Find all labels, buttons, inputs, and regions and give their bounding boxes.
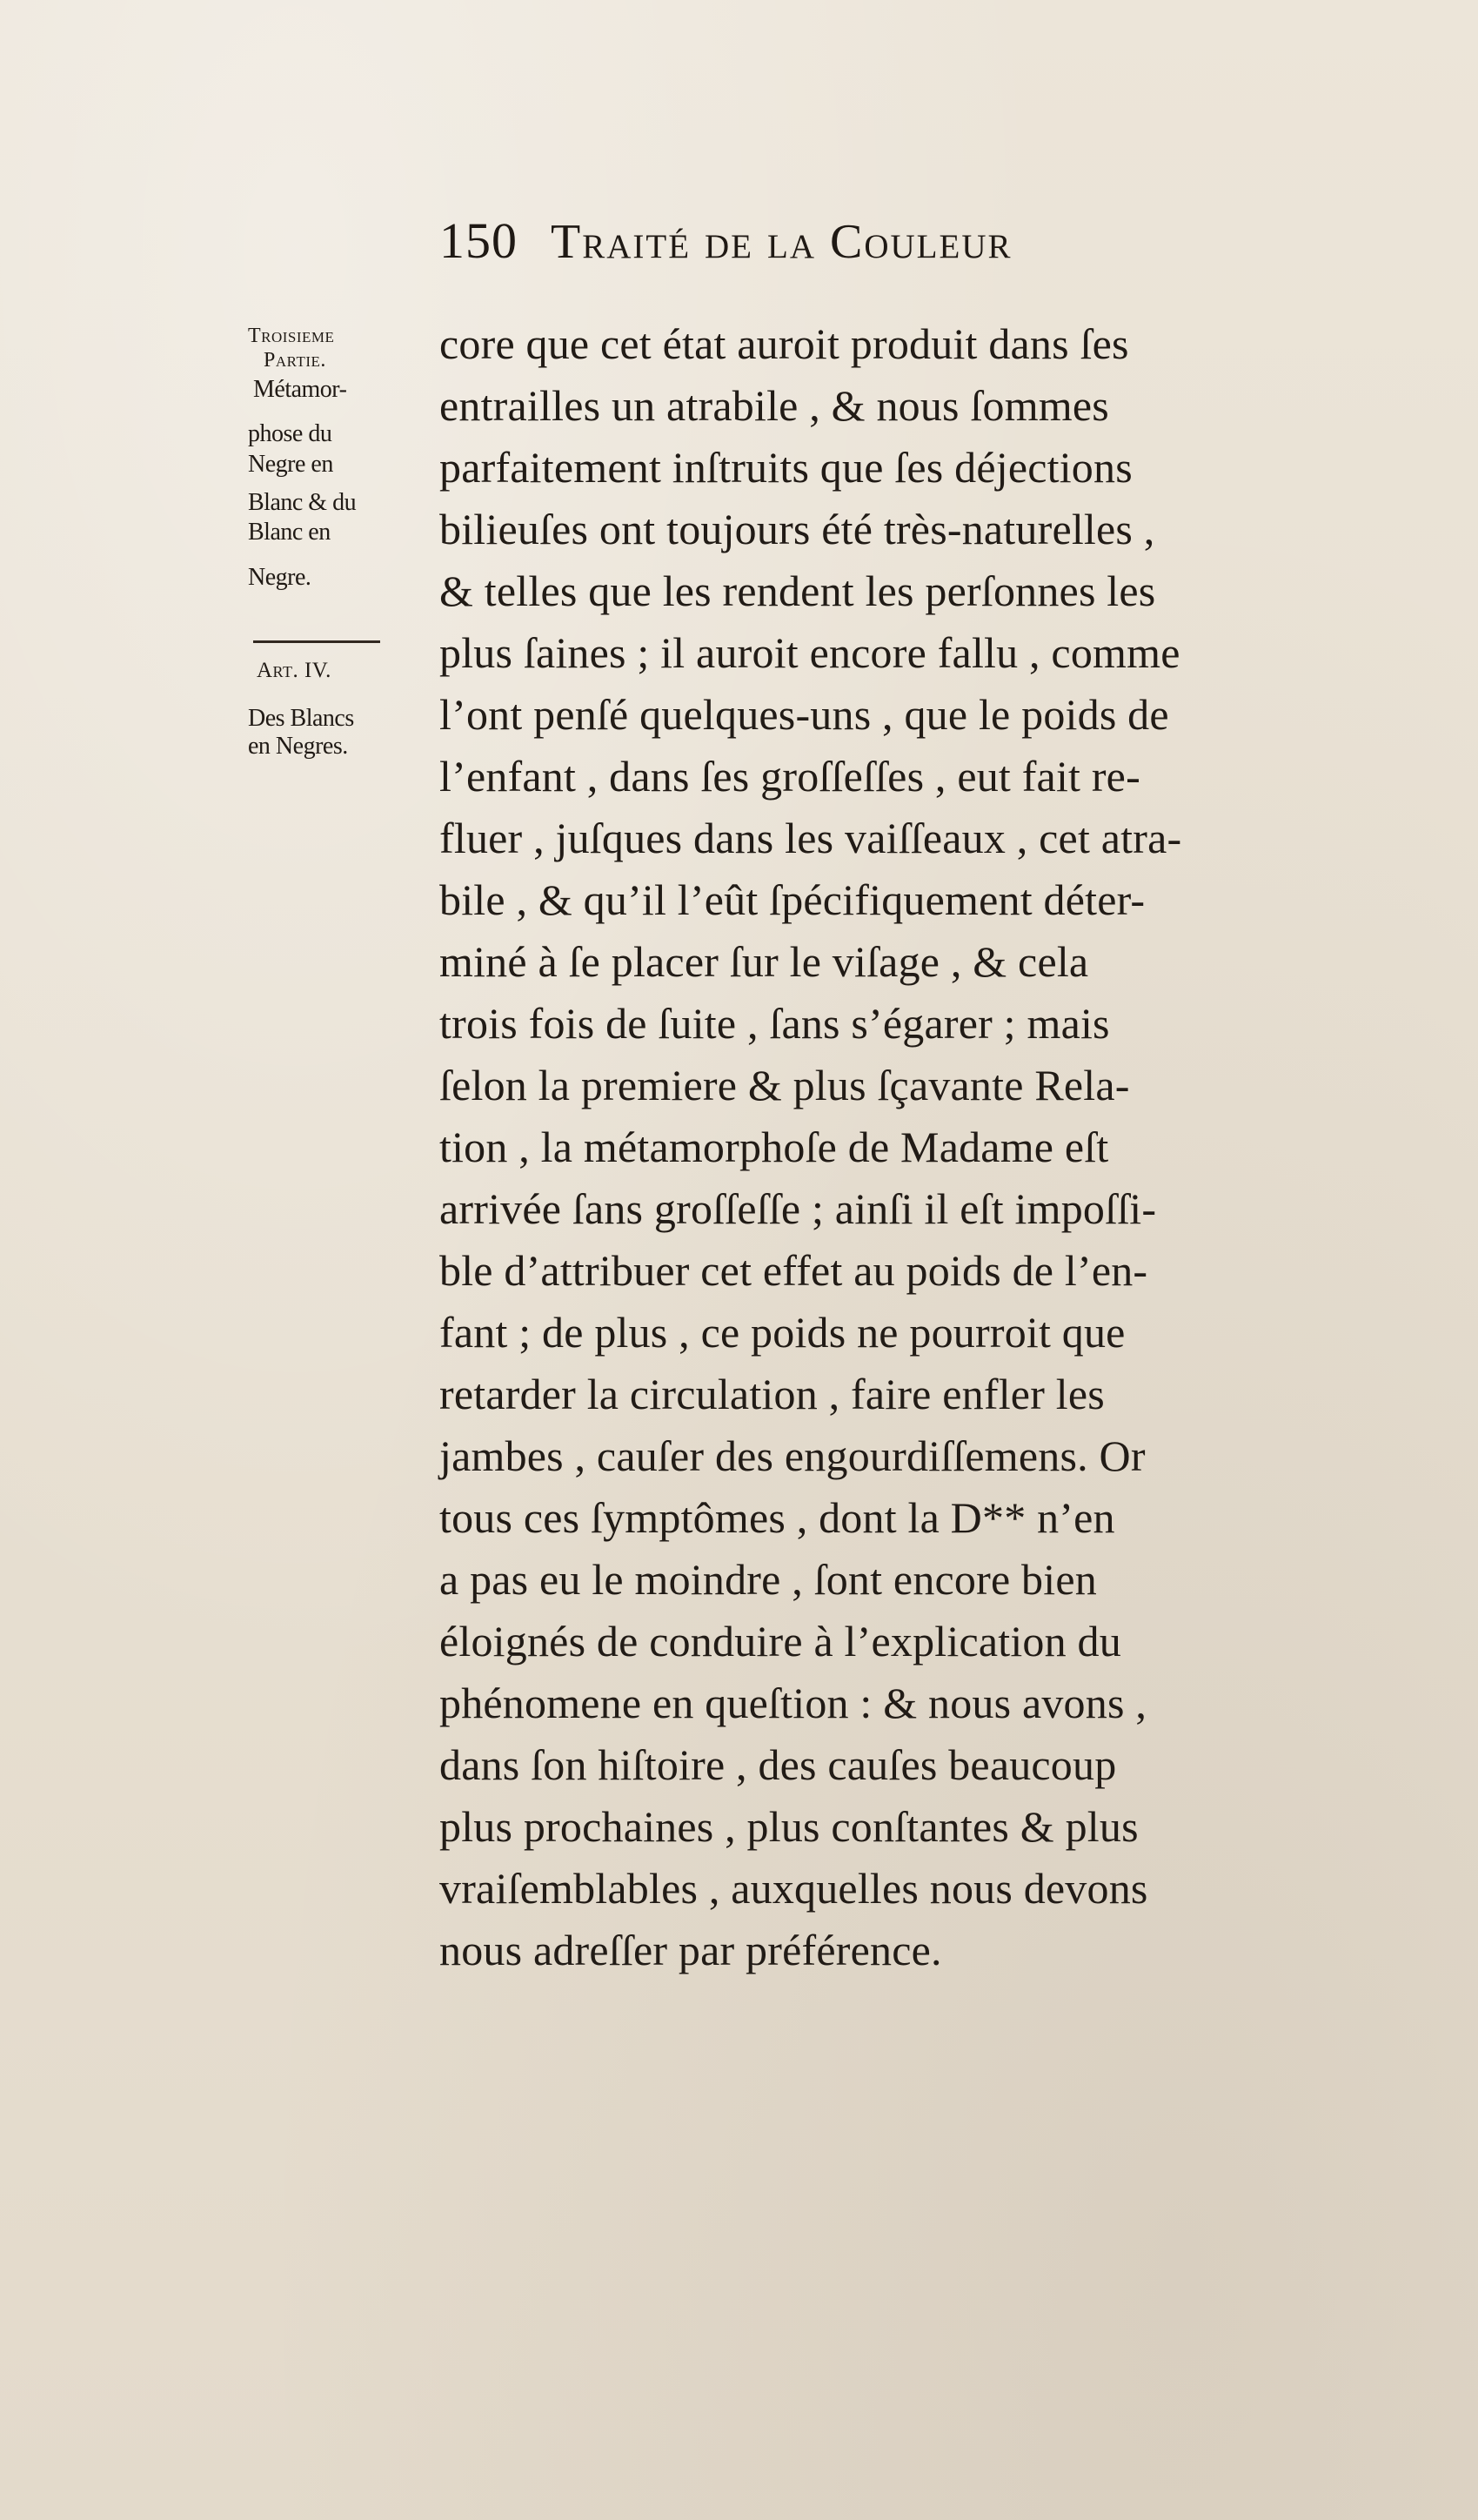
text-line: éloignés de conduire à l’explication du	[439, 1617, 1121, 1665]
text-line: fluer , juſques dans les vaiſſeaux , cet atra-	[439, 814, 1182, 862]
text-line: & telles que les rendent les perſonnes les	[439, 566, 1156, 615]
margin-note-line: Negre.	[248, 564, 311, 591]
text-line: nous adreſſer par préférence.	[439, 1926, 942, 1974]
margin-note-line: Blanc en	[248, 519, 331, 546]
margin-note-line: Negre en	[248, 451, 333, 478]
margin-note-line: phose du	[248, 420, 332, 447]
text-line: core que cet état auroit produit dans ſes	[439, 319, 1129, 368]
text-line: ſelon la premiere & plus ſçavante Rela-	[439, 1061, 1130, 1109]
text-line: trois fois de ſuite , ſans s’égarer ; mais	[439, 999, 1110, 1048]
margin-note-line: Partie.	[264, 349, 326, 372]
page-header	[439, 212, 1396, 285]
text-line: retarder la circulation , faire enfler les	[439, 1370, 1105, 1418]
text-line: l’ont penſé quelques-uns , que le poids de	[439, 690, 1169, 739]
margin-note-line: Métamor-	[253, 376, 347, 403]
text-line: dans ſon hiſtoire , des cauſes beaucoup	[439, 1740, 1117, 1789]
text-line: plus ſaines ; il auroit encore fallu , comme	[439, 628, 1180, 677]
margin-note-line: Art. IV.	[257, 659, 331, 682]
text-line: ble d’attribuer cet effet au poids de l’en-	[439, 1246, 1148, 1295]
margin-note-line: en Negres.	[248, 733, 348, 760]
text-line: fant ; de plus , ce poids ne pourroit que	[439, 1308, 1126, 1357]
text-line: parfaitement inſtruits que ſes déjections	[439, 443, 1133, 492]
text-line: tion , la métamorphoſe de Madame eſt	[439, 1123, 1109, 1171]
text-line: vraiſemblables , auxquelles nous devons	[439, 1864, 1148, 1913]
margin-note-line: Troisieme	[248, 325, 335, 347]
text-line: a pas eu le moindre , ſont encore bien	[439, 1555, 1097, 1604]
text-line: bilieuſes ont toujours été très-naturelles ,	[439, 505, 1155, 553]
running-title: Traité de la Couleur	[551, 215, 1013, 269]
text-line: phénomene en queſtion : & nous avons ,	[439, 1679, 1147, 1727]
text-line: entrailles un atrabile , & nous ſommes	[439, 381, 1109, 430]
body-text	[439, 313, 1379, 1981]
section-rule	[253, 640, 380, 643]
text-line: tous ces ſymptômes , dont la D** n’en	[439, 1493, 1115, 1542]
margin-note-line: Des Blancs	[248, 705, 354, 732]
page-number: 150	[439, 212, 518, 269]
text-line: plus prochaines , plus conſtantes & plus	[439, 1802, 1139, 1851]
text-line: arrivée ſans groſſeſſe ; ainſi il eſt impoſſi-	[439, 1184, 1157, 1233]
text-line: jambes , cauſer des engourdiſſemens. Or	[439, 1431, 1146, 1480]
text-line: l’enfant , dans ſes groſſeſſes , eut fait re-	[439, 752, 1140, 801]
margin-note-line: Blanc & du	[248, 489, 357, 516]
text-line: miné à ſe placer ſur le viſage , & cela	[439, 937, 1089, 986]
text-line: bile , & qu’il l’eût ſpécifiquement déter-	[439, 875, 1146, 924]
